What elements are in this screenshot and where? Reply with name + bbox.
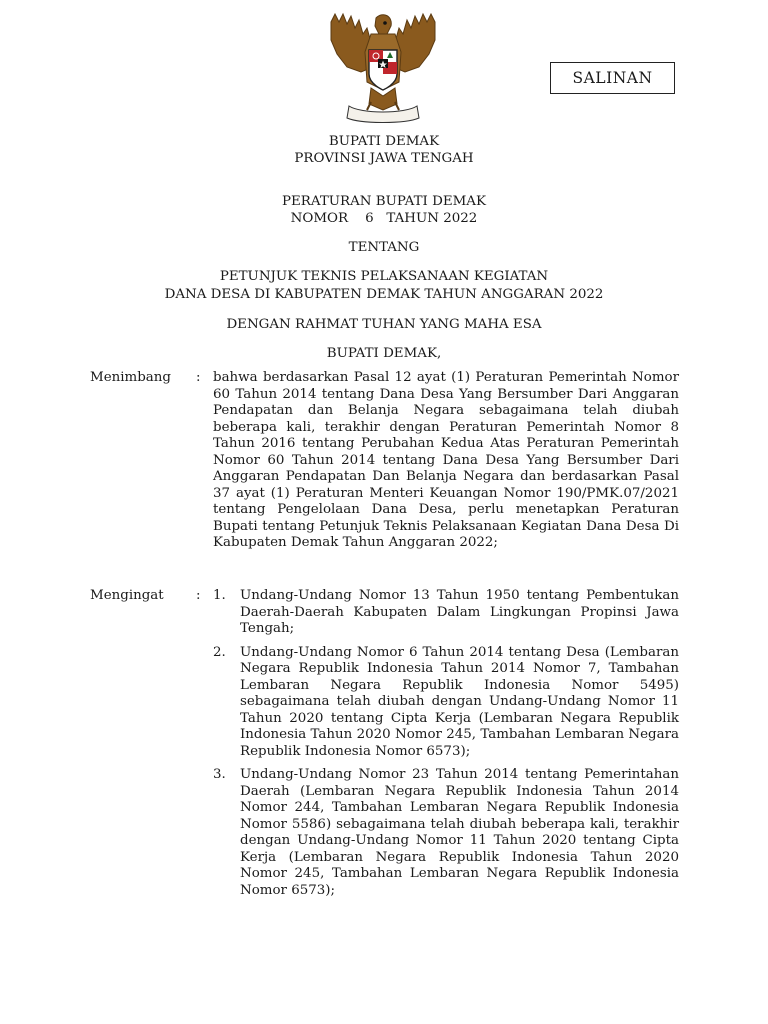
list-item-text: Undang-Undang Nomor 23 Tahun 2014 tentang Pemerintahan Daerah (Lembaran Negara Republik Indonesia Tahun 2014 Nomor 244, Tambahan Lembaran Negara Republik Indonesia Nomor 5586) sebagaimana telah diubah beberapa kali, terakhir dengan Undang-Undang Nomor 11 Tahun 2020 tentang Cipta Kerja (Lembaran Negara Republik Indonesia Tahun 2020 Nomor 245, Tambahan Lembaran Negara Republik Indonesia Nomor 6573);: [240, 767, 679, 898]
regulation-title: PERATURAN BUPATI DEMAK: [282, 194, 486, 209]
subject-line-2: DANA DESA DI KABUPATEN DEMAK TAHUN ANGGARAN 2022: [164, 287, 604, 302]
list-item-number: 1.: [213, 588, 226, 603]
regulation-number: NOMOR 6 TAHUN 2022: [290, 211, 478, 226]
list-item: [213, 588, 679, 638]
issuer-title: BUPATI DEMAK: [328, 134, 440, 149]
tentang-heading: TENTANG: [348, 240, 420, 255]
mengingat-list: [213, 588, 679, 906]
mengingat-colon: :: [196, 588, 201, 603]
menimbang-label: Menimbang: [90, 370, 171, 385]
list-item-text: Undang-Undang Nomor 13 Tahun 1950 tentang Pembentukan Daerah-Daerah Kabupaten Dalam Lingkungan Propinsi Jawa Tengah;: [240, 588, 679, 636]
mengingat-label: Mengingat: [90, 588, 164, 603]
list-item: [213, 767, 679, 899]
menimbang-colon: :: [196, 370, 201, 385]
copy-stamp: SALINAN: [550, 62, 675, 94]
list-item-text: Undang-Undang Nomor 6 Tahun 2014 tentang Desa (Lembaran Negara Republik Indonesia Tahun 2014 Nomor 7, Tambahan Lembaran Negara Republik Indonesia Nomor 5495) sebagaimana telah diubah dengan Undang-Undang Nomor 11 Tahun 2020 tentang Cipta Kerja (Lembaran Negara Republik Indonesia Tahun 2020 Nomor 245, Tambahan Lembaran Negara Republik Indonesia Nomor 6573);: [240, 644, 679, 759]
invocation: DENGAN RAHMAT TUHAN YANG MAHA ESA: [226, 317, 542, 332]
list-item: [213, 645, 679, 761]
subject-line-1: PETUNJUK TEKNIS PELAKSANAAN KEGIATAN: [219, 269, 549, 284]
list-item-number: 3.: [213, 767, 226, 782]
menimbang-text: bahwa berdasarkan Pasal 12 ayat (1) Peraturan Pemerintah Nomor 60 Tahun 2014 tentang Dana Desa Yang Bersumber Dari Anggaran Pendapatan dan Belanja Negara sebagaimana telah diubah beberapa kali, terakhir dengan Peraturan Pemerintah Nomor 8 Tahun 2016 tentang Perubahan Kedua Atas Peraturan Pemerintah Nomor 60 Tahun 2014 tentang Dana Desa Yang Bersumber Dari Anggaran Pendapatan Dan Belanja Negara dan berdasarkan Pasal 37 ayat (1) Peraturan Menteri Keuangan Nomor 190/PMK.07/2021 tentang Pengelolaan Dana Desa, perlu menetapkan Peraturan Bupati tentang Petunjuk Teknis Pelaksanaan Kegiatan Dana Desa Di Kabupaten Demak Tahun Anggaran 2022;: [213, 370, 679, 550]
garuda-emblem-icon: [321, 12, 445, 124]
list-item-number: 2.: [213, 644, 226, 660]
authority-heading: BUPATI DEMAK,: [326, 346, 442, 361]
issuer-province: PROVINSI JAWA TENGAH: [294, 151, 474, 166]
